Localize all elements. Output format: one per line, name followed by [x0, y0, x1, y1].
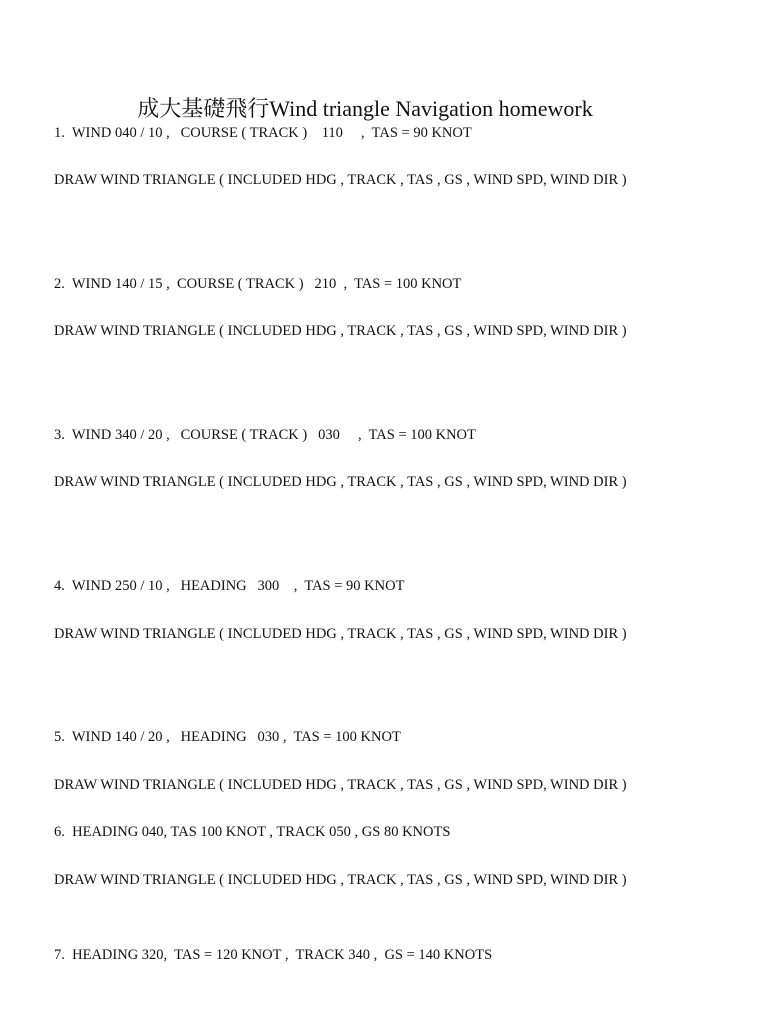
instruction-2: DRAW WIND TRIANGLE ( INCLUDED HDG , TRACK , TAS , GS , WIND SPD, WIND DIR )	[54, 323, 627, 339]
instruction-3: DRAW WIND TRIANGLE ( INCLUDED HDG , TRACK , TAS , GS , WIND SPD, WIND DIR )	[54, 474, 627, 490]
problem-1: 1. WIND 040 / 10 , COURSE ( TRACK ) 110 , TAS = 90 KNOT	[54, 125, 472, 141]
page-title: 成大基礎飛行Wind triangle Navigation homework	[137, 96, 593, 121]
instruction-1: DRAW WIND TRIANGLE ( INCLUDED HDG , TRACK , TAS , GS , WIND SPD, WIND DIR )	[54, 172, 627, 188]
problem-3: 3. WIND 340 / 20 , COURSE ( TRACK ) 030 , TAS = 100 KNOT	[54, 427, 476, 443]
problem-2: 2. WIND 140 / 15 , COURSE ( TRACK ) 210 , TAS = 100 KNOT	[54, 276, 462, 292]
instruction-4: DRAW WIND TRIANGLE ( INCLUDED HDG , TRACK , TAS , GS , WIND SPD, WIND DIR )	[54, 626, 627, 642]
problem-7: 7. HEADING 320, TAS = 120 KNOT , TRACK 340 , GS = 140 KNOTS	[54, 947, 493, 963]
instruction-5: DRAW WIND TRIANGLE ( INCLUDED HDG , TRACK , TAS , GS , WIND SPD, WIND DIR )	[54, 777, 627, 793]
problem-6: 6. HEADING 040, TAS 100 KNOT , TRACK 050 , GS 80 KNOTS	[54, 824, 451, 840]
instruction-6: DRAW WIND TRIANGLE ( INCLUDED HDG , TRACK , TAS , GS , WIND SPD, WIND DIR )	[54, 872, 627, 888]
problem-4: 4. WIND 250 / 10 , HEADING 300 , TAS = 90 KNOT	[54, 578, 405, 594]
problem-5: 5. WIND 140 / 20 , HEADING 030 , TAS = 100 KNOT	[54, 729, 401, 745]
